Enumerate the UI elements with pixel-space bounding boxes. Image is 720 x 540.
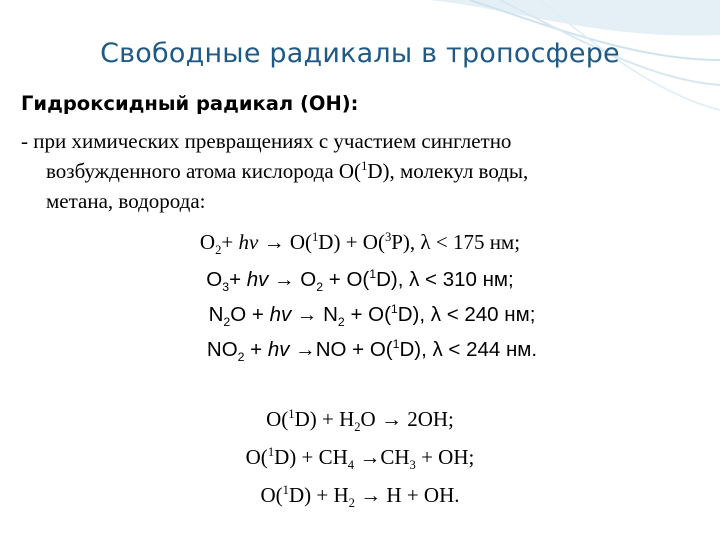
slide-title: Свободные радикалы в тропосфере xyxy=(100,38,620,69)
equation-o1d-methane: $O(^1D) + CH_4 \to CH_3$ + OH; xyxy=(245,445,475,473)
equation-n2o-photolysis: $N_2O$ + hv → $N_2 + O(^1D)$, λ < 240 нм; xyxy=(208,302,536,330)
description-line-3: метана, водорода: xyxy=(46,189,206,213)
equation-o3-photolysis: $O_3+$ hv → $O_2 + O(^1D)$, λ < 310 нм; xyxy=(206,267,514,295)
description-line-1: - при химических превращениях с участием синглетно xyxy=(21,129,512,153)
equation-o2-photolysis: $O_2+ h\nu \to O(^1D) + O(^3P)$, λ < 175 нм; xyxy=(199,230,521,258)
equation-o1d-hydrogen: $O(^1D) + H_2 \to H$ + OH. xyxy=(260,483,460,511)
equation-no2-photolysis: $NO_2$ + hv →NO + O($^1$D), λ < 244 нм. xyxy=(206,337,538,365)
equation-o1d-water: $O(^1D) + H_2O \to 2OH$; xyxy=(266,407,454,435)
section-heading: Гидроксидный радикал (ОН): xyxy=(21,92,359,115)
description-line-2: возбужденного атома кислорода O($^1$D), молекул воды, xyxy=(46,159,529,183)
description-paragraph xyxy=(21,126,701,216)
